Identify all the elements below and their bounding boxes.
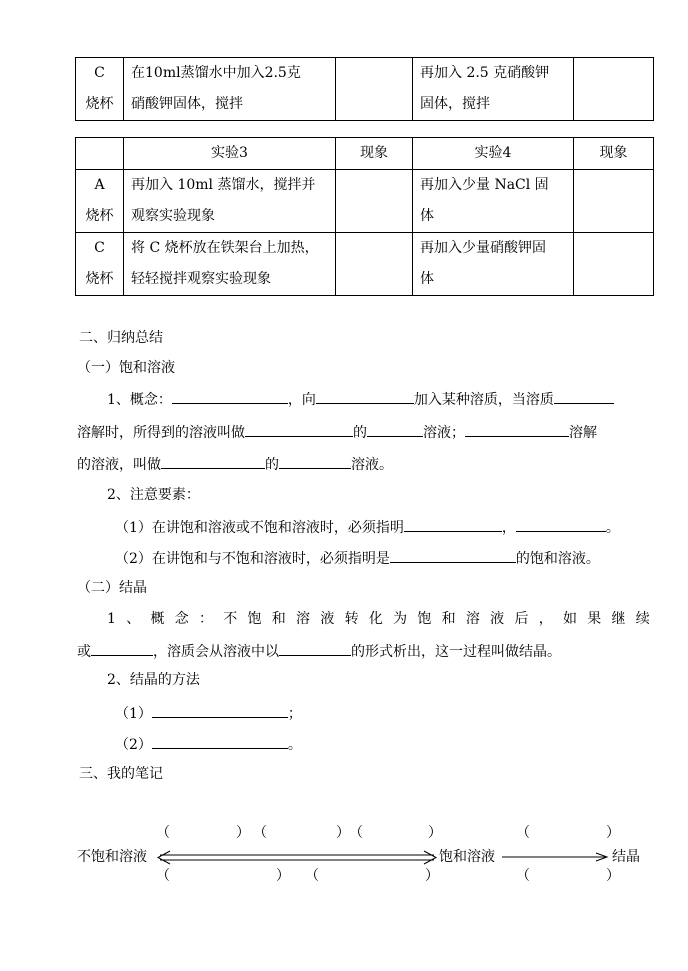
paren-open: （ xyxy=(516,868,530,884)
experiment-1-cell: 在10ml蒸馏水中加入2.5克 硝酸钾固体，搅拌 xyxy=(124,58,336,121)
section-heading-notes: 三、我的笔记 xyxy=(79,766,163,782)
label-unsaturated-solution: 不饱和溶液 xyxy=(77,849,147,865)
concept-line-3: 的溶液，叫做 的 溶液。 xyxy=(77,457,393,473)
arrow-right-icon xyxy=(502,853,607,861)
section-heading-summary: 二、归纳总结 xyxy=(79,330,163,346)
beaker-c-label: C 烧杯 xyxy=(76,233,124,296)
beaker-a-label: A 烧杯 xyxy=(76,170,124,233)
method-1: （1） ； xyxy=(115,706,302,722)
paren-open: （ xyxy=(156,868,170,884)
header-experiment-4: 实验4 xyxy=(413,138,574,170)
note-element-1: （1）在讲饱和溶液或不饱和溶液时，必须指明 ， 。 xyxy=(115,520,620,536)
header-observation: 现象 xyxy=(574,138,654,170)
experiment-4-cell: 再加入少量 NaCl 固 体 xyxy=(413,170,574,233)
experiment-3-cell: 将 C 烧杯放在铁架台上加热， 轻轻搅拌观察实验现象 xyxy=(124,233,336,296)
subheading-saturated-solution: （一）饱和溶液 xyxy=(77,360,175,376)
paren-open: （ xyxy=(253,825,267,841)
paren-close: ） xyxy=(606,868,620,884)
header-observation: 现象 xyxy=(336,138,413,170)
double-arrow-icon xyxy=(158,851,436,864)
paren-close: ） xyxy=(236,825,250,841)
paren-open: （ xyxy=(349,825,363,841)
concept-line-1: 1、概念： ，向 加入某种溶质，当溶质 xyxy=(107,391,614,407)
crystallization-concept-line-1: 1 、 概 念 ： 不 饱 和 溶 液 转 化 为 饱 和 溶 液 后 ， 如 果 继 续 xyxy=(107,611,650,627)
crystallization-concept-line-2: 或 ，溶质会从溶液中以 的形式析出，这一过程叫做结晶。 xyxy=(77,644,561,660)
concept-line-2: 溶解时，所得到的溶液叫做 的 溶液； 溶解 xyxy=(77,425,597,441)
paren-close: ） xyxy=(606,825,620,841)
beaker-c-label: C 烧杯 xyxy=(76,58,124,121)
concept-label: 1、概念： xyxy=(107,392,172,408)
paren-open: （ xyxy=(305,868,319,884)
label-saturated-solution: 饱和溶液 xyxy=(439,849,495,865)
paren-close: ） xyxy=(425,868,439,884)
experiment-4-cell: 再加入少量硝酸钾固 体 xyxy=(413,233,574,296)
experiment-3-cell: 再加入 10ml 蒸馏水，搅拌并 观察实验现象 xyxy=(124,170,336,233)
header-experiment-3: 实验3 xyxy=(124,138,336,170)
crystallization-methods-label: 2、结晶的方法 xyxy=(107,672,200,688)
paren-close: ） xyxy=(276,868,290,884)
method-2: （2） 。 xyxy=(115,737,302,753)
paren-open: （ xyxy=(156,825,170,841)
experiment-2-cell: 再加入 2.5 克硝酸钾 固体，搅拌 xyxy=(413,58,574,121)
label-crystallization: 结晶 xyxy=(612,849,640,865)
paren-close: ） xyxy=(336,825,350,841)
subheading-crystallization: （二）结晶 xyxy=(77,580,147,596)
paren-open: （ xyxy=(516,825,530,841)
note-elements-label: 2、注意要素： xyxy=(107,487,200,503)
paren-close: ） xyxy=(428,825,442,841)
note-element-2: （2）在讲饱和与不饱和溶液时，必须指明是 的饱和溶液。 xyxy=(115,551,600,567)
